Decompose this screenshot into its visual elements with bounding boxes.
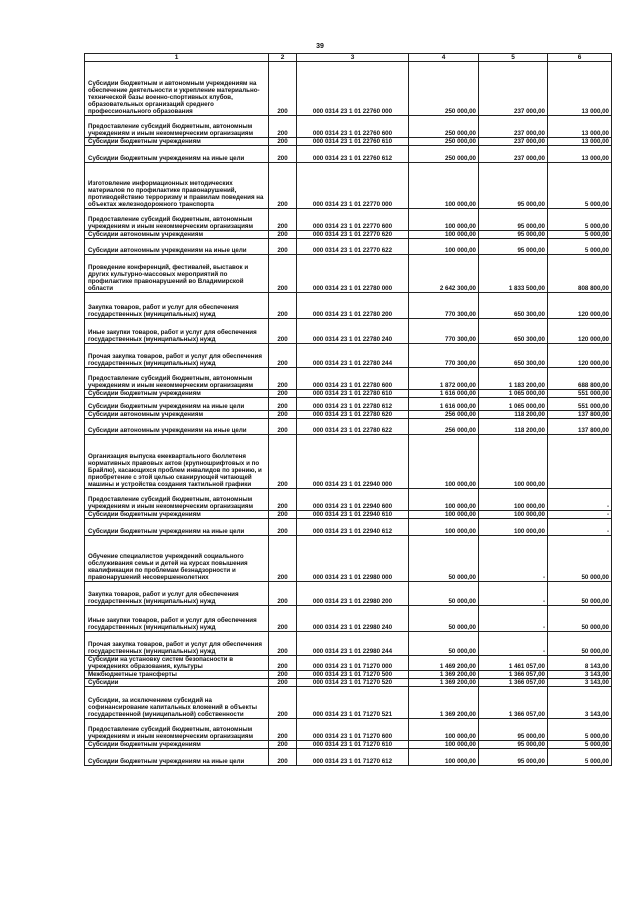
row-approved-amount: 1 469 200,00 xyxy=(409,656,479,671)
row-executed-amount: - xyxy=(479,606,548,632)
row-description: Субсидии xyxy=(85,679,269,687)
row-line-code: 200 xyxy=(269,390,297,398)
row-description: Предоставление субсидий бюджетным, автономным учреждениям и иным некоммерческим организациям xyxy=(85,116,269,138)
row-budget-code: 000 0314 23 1 01 22780 610 xyxy=(297,390,409,398)
row-executed-amount: 650 300,00 xyxy=(479,344,548,368)
row-budget-code: 000 0314 23 1 01 22980 200 xyxy=(297,582,409,606)
table-row xyxy=(85,255,612,293)
row-unexecuted-amount: 5 000,00 xyxy=(548,719,612,741)
row-line-code: 200 xyxy=(269,411,297,419)
row-description: Прочая закупка товаров, работ и услуг для обеспечения государственных (муниципальных) нужд xyxy=(85,632,269,656)
row-budget-code: 000 0314 23 1 01 22770 000 xyxy=(297,163,409,209)
table-row xyxy=(85,719,612,741)
row-unexecuted-amount: 551 000,00 xyxy=(548,390,612,398)
row-unexecuted-amount: - xyxy=(548,511,612,519)
row-description: Организация выпуска ежеквартального бюллетеня нормативных правовых актов (крупношрифтовых и по Брайлю), касающихся проблем инвалидов по зрению, и приобретение с этой целью сканирующей читающей машины и устройства создания тактильной графики xyxy=(85,435,269,489)
row-description: Субсидии бюджетным учреждениям xyxy=(85,138,269,146)
row-approved-amount: 1 616 000,00 xyxy=(409,398,479,411)
row-budget-code: 000 0314 23 1 01 71270 612 xyxy=(297,749,409,766)
row-unexecuted-amount: 5 000,00 xyxy=(548,209,612,231)
row-description: Закупка товаров, работ и услуг для обеспечения государственных (муниципальных) нужд xyxy=(85,293,269,319)
row-description: Предоставление субсидий бюджетным, автономным учреждениям и иным некоммерческим организациям xyxy=(85,368,269,390)
row-unexecuted-amount: 50 000,00 xyxy=(548,536,612,582)
row-approved-amount: 1 872 000,00 xyxy=(409,368,479,390)
row-budget-code: 000 0314 23 1 01 22940 600 xyxy=(297,489,409,511)
row-line-code: 200 xyxy=(269,656,297,671)
row-executed-amount: - xyxy=(479,536,548,582)
row-budget-code: 000 0314 23 1 01 22780 622 xyxy=(297,419,409,435)
row-unexecuted-amount: 5 000,00 xyxy=(548,163,612,209)
row-description: Субсидии на установку систем безопасности в учреждениях образования, культуры xyxy=(85,656,269,671)
row-description: Субсидии автономным учреждениям xyxy=(85,411,269,419)
row-approved-amount: 250 000,00 xyxy=(409,116,479,138)
row-executed-amount: 100 000,00 xyxy=(479,435,548,489)
row-unexecuted-amount: 13 000,00 xyxy=(548,62,612,116)
row-budget-code: 000 0314 23 1 01 22780 620 xyxy=(297,411,409,419)
row-line-code: 200 xyxy=(269,679,297,687)
row-line-code: 200 xyxy=(269,293,297,319)
row-budget-code: 000 0314 23 1 01 22940 612 xyxy=(297,519,409,536)
row-unexecuted-amount: 13 000,00 xyxy=(548,138,612,146)
row-line-code: 200 xyxy=(269,231,297,239)
table-row xyxy=(85,519,612,536)
row-description: Субсидии, за исключением субсидий на софинансирование капитальных вложений в объекты государственной (муниципальной) собственности xyxy=(85,687,269,719)
row-approved-amount: 256 000,00 xyxy=(409,411,479,419)
column-header: 1 xyxy=(85,54,269,62)
row-approved-amount: 100 000,00 xyxy=(409,519,479,536)
column-header: 5 xyxy=(479,54,548,62)
row-approved-amount: 250 000,00 xyxy=(409,138,479,146)
row-budget-code: 000 0314 23 1 01 22780 612 xyxy=(297,398,409,411)
table-row xyxy=(85,368,612,390)
row-executed-amount: 100 000,00 xyxy=(479,489,548,511)
row-line-code: 200 xyxy=(269,741,297,749)
row-unexecuted-amount: 13 000,00 xyxy=(548,146,612,163)
row-line-code: 200 xyxy=(269,209,297,231)
row-budget-code: 000 0314 23 1 01 22980 000 xyxy=(297,536,409,582)
row-executed-amount: 1 366 057,00 xyxy=(479,679,548,687)
table-row xyxy=(85,319,612,344)
row-line-code: 200 xyxy=(269,671,297,679)
budget-table xyxy=(84,53,612,766)
row-budget-code: 000 0314 23 1 01 22940 000 xyxy=(297,435,409,489)
row-description: Обучение специалистов учреждений социального обслуживания семьи и детей на курсах повышения квалификации по проблемам безнадзорности и правонарушений несовершеннолетних xyxy=(85,536,269,582)
row-approved-amount: 1 369 200,00 xyxy=(409,671,479,679)
row-line-code: 200 xyxy=(269,255,297,293)
row-line-code: 200 xyxy=(269,146,297,163)
row-unexecuted-amount: 3 143,00 xyxy=(548,671,612,679)
table-row xyxy=(85,419,612,435)
table-row xyxy=(85,606,612,632)
row-executed-amount: 95 000,00 xyxy=(479,719,548,741)
row-line-code: 200 xyxy=(269,687,297,719)
row-unexecuted-amount: - xyxy=(548,489,612,511)
row-unexecuted-amount: 5 000,00 xyxy=(548,239,612,255)
row-executed-amount: 100 000,00 xyxy=(479,511,548,519)
row-description: Субсидии бюджетным и автономным учреждениям на обеспечение деятельности и укрепление материально-технической базы военно-спортивных клубов, образовательных организаций среднего профессионального образования xyxy=(85,62,269,116)
row-line-code: 200 xyxy=(269,719,297,741)
table-row xyxy=(85,344,612,368)
column-header: 3 xyxy=(297,54,409,62)
row-line-code: 200 xyxy=(269,419,297,435)
table-row xyxy=(85,582,612,606)
row-budget-code: 000 0314 23 1 01 71270 600 xyxy=(297,719,409,741)
row-description: Закупка товаров, работ и услуг для обеспечения государственных (муниципальных) нужд xyxy=(85,582,269,606)
row-executed-amount: 1 065 000,00 xyxy=(479,398,548,411)
row-executed-amount: 237 000,00 xyxy=(479,62,548,116)
column-header: 4 xyxy=(409,54,479,62)
row-executed-amount: 237 000,00 xyxy=(479,146,548,163)
row-budget-code: 000 0314 23 1 01 22940 610 xyxy=(297,511,409,519)
row-line-code: 200 xyxy=(269,519,297,536)
row-unexecuted-amount: 50 000,00 xyxy=(548,606,612,632)
row-approved-amount: 1 369 200,00 xyxy=(409,687,479,719)
row-description: Иные закупки товаров, работ и услуг для обеспечения государственных (муниципальных) нужд xyxy=(85,319,269,344)
table-row xyxy=(85,231,612,239)
row-unexecuted-amount: 3 143,00 xyxy=(548,687,612,719)
row-unexecuted-amount: 8 143,00 xyxy=(548,656,612,671)
row-budget-code: 000 0314 23 1 01 22980 240 xyxy=(297,606,409,632)
table-row xyxy=(85,209,612,231)
row-budget-code: 000 0314 23 1 01 71270 521 xyxy=(297,687,409,719)
row-description: Субсидии бюджетным учреждениям xyxy=(85,390,269,398)
row-line-code: 200 xyxy=(269,344,297,368)
row-unexecuted-amount: 3 143,00 xyxy=(548,679,612,687)
row-approved-amount: 770 300,00 xyxy=(409,319,479,344)
row-approved-amount: 250 000,00 xyxy=(409,62,479,116)
row-budget-code: 000 0314 23 1 01 71270 500 xyxy=(297,671,409,679)
row-budget-code: 000 0314 23 1 01 71270 000 xyxy=(297,656,409,671)
row-approved-amount: 100 000,00 xyxy=(409,435,479,489)
row-budget-code: 000 0314 23 1 01 22780 200 xyxy=(297,293,409,319)
row-description: Субсидии бюджетным учреждениям на иные цели xyxy=(85,749,269,766)
row-unexecuted-amount: 50 000,00 xyxy=(548,582,612,606)
table-row xyxy=(85,741,612,749)
row-approved-amount: 1 369 200,00 xyxy=(409,679,479,687)
row-unexecuted-amount: 5 000,00 xyxy=(548,231,612,239)
column-header: 2 xyxy=(269,54,297,62)
table-row xyxy=(85,390,612,398)
table-row xyxy=(85,749,612,766)
row-budget-code: 000 0314 23 1 01 22770 622 xyxy=(297,239,409,255)
row-line-code: 200 xyxy=(269,511,297,519)
row-unexecuted-amount: 120 000,00 xyxy=(548,293,612,319)
table-row xyxy=(85,239,612,255)
row-budget-code: 000 0314 23 1 01 22760 600 xyxy=(297,116,409,138)
row-executed-amount: 95 000,00 xyxy=(479,741,548,749)
row-approved-amount: 1 616 000,00 xyxy=(409,390,479,398)
row-approved-amount: 770 300,00 xyxy=(409,293,479,319)
row-executed-amount: 1 065 000,00 xyxy=(479,390,548,398)
table-row xyxy=(85,146,612,163)
row-description: Субсидии автономным учреждениям на иные цели xyxy=(85,419,269,435)
row-executed-amount: 118 200,00 xyxy=(479,419,548,435)
row-executed-amount: 1 366 057,00 xyxy=(479,671,548,679)
row-line-code: 200 xyxy=(269,138,297,146)
row-description: Предоставление субсидий бюджетным, автономным учреждениям и иным некоммерческим организациям xyxy=(85,719,269,741)
row-line-code: 200 xyxy=(269,239,297,255)
table-row xyxy=(85,435,612,489)
row-executed-amount: 650 300,00 xyxy=(479,293,548,319)
row-unexecuted-amount: 5 000,00 xyxy=(548,749,612,766)
row-approved-amount: 100 000,00 xyxy=(409,719,479,741)
row-executed-amount: - xyxy=(479,582,548,606)
row-executed-amount: 1 366 057,00 xyxy=(479,687,548,719)
table-row xyxy=(85,687,612,719)
table-row xyxy=(85,489,612,511)
row-approved-amount: 100 000,00 xyxy=(409,209,479,231)
row-unexecuted-amount: 551 000,00 xyxy=(548,398,612,411)
table-row xyxy=(85,138,612,146)
row-line-code: 200 xyxy=(269,319,297,344)
row-executed-amount: 237 000,00 xyxy=(479,138,548,146)
row-approved-amount: 2 642 300,00 xyxy=(409,255,479,293)
row-approved-amount: 100 000,00 xyxy=(409,163,479,209)
row-approved-amount: 256 000,00 xyxy=(409,419,479,435)
row-budget-code: 000 0314 23 1 01 22780 000 xyxy=(297,255,409,293)
row-executed-amount: 650 300,00 xyxy=(479,319,548,344)
table-row xyxy=(85,398,612,411)
row-description: Субсидии бюджетным учреждениям на иные цели xyxy=(85,398,269,411)
row-description: Изготовление информационных методических материалов по профилактике правонарушений, противодействию терроризму и правилам поведения на объектах железнодорожного транспорта xyxy=(85,163,269,209)
table-row xyxy=(85,411,612,419)
row-budget-code: 000 0314 23 1 01 22760 000 xyxy=(297,62,409,116)
row-unexecuted-amount: 808 800,00 xyxy=(548,255,612,293)
row-line-code: 200 xyxy=(269,582,297,606)
row-description: Прочая закупка товаров, работ и услуг для обеспечения государственных (муниципальных) нужд xyxy=(85,344,269,368)
row-description: Предоставление субсидий бюджетным, автономным учреждениям и иным некоммерческим организациям xyxy=(85,209,269,231)
row-description: Субсидии бюджетным учреждениям xyxy=(85,511,269,519)
row-budget-code: 000 0314 23 1 01 22770 600 xyxy=(297,209,409,231)
row-budget-code: 000 0314 23 1 01 22780 240 xyxy=(297,319,409,344)
row-budget-code: 000 0314 23 1 01 22780 600 xyxy=(297,368,409,390)
row-unexecuted-amount: - xyxy=(548,519,612,536)
row-description: Предоставление субсидий бюджетным, автономным учреждениям и иным некоммерческим организациям xyxy=(85,489,269,511)
row-approved-amount: 250 000,00 xyxy=(409,146,479,163)
row-unexecuted-amount: 120 000,00 xyxy=(548,344,612,368)
row-line-code: 200 xyxy=(269,435,297,489)
row-executed-amount: 95 000,00 xyxy=(479,231,548,239)
table-row xyxy=(85,679,612,687)
row-budget-code: 000 0314 23 1 01 22760 610 xyxy=(297,138,409,146)
row-unexecuted-amount: 137 800,00 xyxy=(548,411,612,419)
row-line-code: 200 xyxy=(269,398,297,411)
row-executed-amount: 1 461 057,00 xyxy=(479,656,548,671)
row-description: Иные закупки товаров, работ и услуг для обеспечения государственных (муниципальных) нужд xyxy=(85,606,269,632)
row-line-code: 200 xyxy=(269,62,297,116)
row-executed-amount: 95 000,00 xyxy=(479,209,548,231)
row-description: Субсидии бюджетным учреждениям на иные цели xyxy=(85,519,269,536)
table-row xyxy=(85,62,612,116)
row-approved-amount: 50 000,00 xyxy=(409,582,479,606)
row-executed-amount: 237 000,00 xyxy=(479,116,548,138)
row-unexecuted-amount: 688 800,00 xyxy=(548,368,612,390)
row-description: Субсидии автономным учреждениям xyxy=(85,231,269,239)
row-budget-code: 000 0314 23 1 01 71270 610 xyxy=(297,741,409,749)
row-line-code: 200 xyxy=(269,536,297,582)
row-approved-amount: 100 000,00 xyxy=(409,749,479,766)
row-approved-amount: 50 000,00 xyxy=(409,632,479,656)
row-budget-code: 000 0314 23 1 01 22780 244 xyxy=(297,344,409,368)
column-header-row xyxy=(85,54,612,62)
row-line-code: 200 xyxy=(269,368,297,390)
row-executed-amount: 95 000,00 xyxy=(479,163,548,209)
row-executed-amount: 95 000,00 xyxy=(479,749,548,766)
row-unexecuted-amount: 50 000,00 xyxy=(548,632,612,656)
row-approved-amount: 100 000,00 xyxy=(409,741,479,749)
row-unexecuted-amount: 5 000,00 xyxy=(548,741,612,749)
row-executed-amount: 118 200,00 xyxy=(479,411,548,419)
row-approved-amount: 100 000,00 xyxy=(409,511,479,519)
row-approved-amount: 50 000,00 xyxy=(409,606,479,632)
table-row xyxy=(85,293,612,319)
row-unexecuted-amount xyxy=(548,435,612,489)
row-line-code: 200 xyxy=(269,606,297,632)
table-row xyxy=(85,671,612,679)
table-body xyxy=(85,62,612,766)
table-row xyxy=(85,116,612,138)
table-row xyxy=(85,511,612,519)
row-line-code: 200 xyxy=(269,489,297,511)
column-header: 6 xyxy=(548,54,612,62)
row-budget-code: 000 0314 23 1 01 71270 520 xyxy=(297,679,409,687)
row-line-code: 200 xyxy=(269,163,297,209)
row-executed-amount: 100 000,00 xyxy=(479,519,548,536)
row-line-code: 200 xyxy=(269,116,297,138)
row-budget-code: 000 0314 23 1 01 22770 620 xyxy=(297,231,409,239)
row-approved-amount: 100 000,00 xyxy=(409,239,479,255)
row-executed-amount: 1 833 500,00 xyxy=(479,255,548,293)
row-line-code: 200 xyxy=(269,749,297,766)
row-unexecuted-amount: 13 000,00 xyxy=(548,116,612,138)
table-row xyxy=(85,656,612,671)
table-row xyxy=(85,536,612,582)
row-description: Межбюджетные трансферты xyxy=(85,671,269,679)
row-executed-amount: 95 000,00 xyxy=(479,239,548,255)
row-approved-amount: 100 000,00 xyxy=(409,489,479,511)
table-row xyxy=(85,632,612,656)
row-executed-amount: 1 183 200,00 xyxy=(479,368,548,390)
row-unexecuted-amount: 137 800,00 xyxy=(548,419,612,435)
row-budget-code: 000 0314 23 1 01 22980 244 xyxy=(297,632,409,656)
row-budget-code: 000 0314 23 1 01 22760 612 xyxy=(297,146,409,163)
row-description: Субсидии бюджетным учреждениям xyxy=(85,741,269,749)
row-approved-amount: 100 000,00 xyxy=(409,231,479,239)
row-unexecuted-amount: 120 000,00 xyxy=(548,319,612,344)
row-description: Субсидии автономным учреждениям на иные цели xyxy=(85,239,269,255)
row-description: Проведение конференций, фестивалей, выставок и других культурно-массовых мероприятий по профилактике правонарушений во Владимирской области xyxy=(85,255,269,293)
page-number: 39 xyxy=(316,43,324,50)
row-line-code: 200 xyxy=(269,632,297,656)
row-executed-amount: - xyxy=(479,632,548,656)
table-row xyxy=(85,163,612,209)
row-description: Субсидии бюджетным учреждениям на иные цели xyxy=(85,146,269,163)
row-approved-amount: 50 000,00 xyxy=(409,536,479,582)
row-approved-amount: 770 300,00 xyxy=(409,344,479,368)
